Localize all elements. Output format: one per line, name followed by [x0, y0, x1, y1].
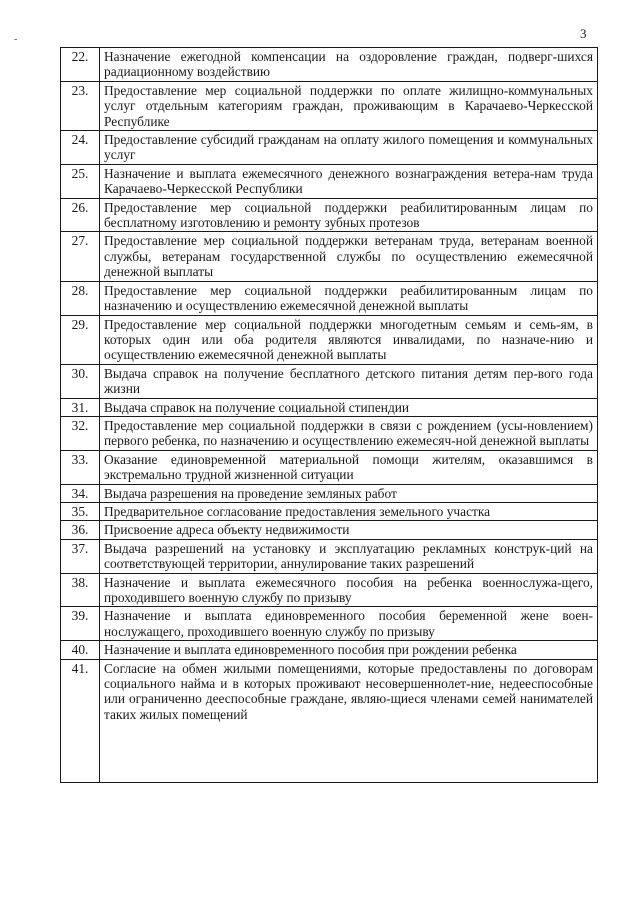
row-text: Предварительное согласование предоставления земельного участка — [100, 502, 598, 520]
row-text: Выдача справок на получение бесплатного детского питания детям пер-вого года жизни — [100, 364, 598, 398]
row-number: 31. — [61, 398, 100, 416]
services-table — [60, 47, 598, 783]
row-text: Предоставление мер социальной поддержки многодетным семьям и семь-ям, в которых один или оба родителя являются инвалидами, по назначе-нию и осуществлению ежемесячной денежной выплаты — [100, 315, 598, 364]
row-text: Присвоение адреса объекту недвижимости — [100, 521, 598, 539]
row-number: 23. — [61, 81, 100, 130]
row-text: Назначение и выплата единовременного пособия при рождении ребенка — [100, 641, 598, 659]
row-text: Предоставление мер социальной поддержки в связи с рождением (усы-новлением) первого ребенка, по назначению и осуществлению ежемесяч-ной денежной выплаты — [100, 416, 598, 450]
row-number: 33. — [61, 450, 100, 484]
row-text: Назначение и выплата ежемесячного денежного вознаграждения ветера-нам труда Карачаево-Черкесской Республики — [100, 164, 598, 198]
row-number: 35. — [61, 502, 100, 520]
row-number: 27. — [61, 232, 100, 281]
row-number: 30. — [61, 364, 100, 398]
row-number: 34. — [61, 484, 100, 502]
table-row — [61, 502, 598, 520]
row-text: Назначение и выплата ежемесячного пособия на ребенка военнослужа-щего, проходившего военную службу по призыву — [100, 573, 598, 607]
row-number: 32. — [61, 416, 100, 450]
row-text: Предоставление мер социальной поддержки по оплате жилищно-коммунальных услуг отдельным категориям граждан, проживающим в Карачаево-Черкесской Республике — [100, 81, 598, 130]
table-row — [61, 232, 598, 281]
table-row — [61, 198, 598, 232]
row-number: 41. — [61, 659, 100, 782]
row-text: Выдача разрешения на проведение земляных работ — [100, 484, 598, 502]
table-row — [61, 164, 598, 198]
table-row — [61, 281, 598, 315]
table-row — [61, 416, 598, 450]
row-number: 26. — [61, 198, 100, 232]
row-text: Назначение ежегодной компенсации на оздоровление граждан, подверг-шихся радиационному воздействию — [100, 48, 598, 82]
table-row — [61, 48, 598, 82]
table-row — [61, 398, 598, 416]
row-number: 24. — [61, 131, 100, 165]
table-row — [61, 484, 598, 502]
table-row — [61, 364, 598, 398]
corner-mark: - — [14, 34, 18, 45]
row-number: 36. — [61, 521, 100, 539]
row-text: Согласие на обмен жилыми помещениями, которые предоставлены по договорам социального найма и в которых проживают несовершеннолет-ние, недееспособные или ограниченно дееспособные граждане, являю-щиеся членами семей нанимателей таких жилых помещений — [100, 659, 598, 782]
row-number: 39. — [61, 607, 100, 641]
row-number: 37. — [61, 539, 100, 573]
table-row — [61, 315, 598, 364]
table-row — [61, 607, 598, 641]
row-text: Предоставление субсидий гражданам на оплату жилого помещения и коммунальных услуг — [100, 131, 598, 165]
row-text: Предоставление мер социальной поддержки реабилитированным лицам по бесплатному изготовлению и ремонту зубных протезов — [100, 198, 598, 232]
row-text: Оказание единовременной материальной помощи жителям, оказавшимся в экстремально трудной жизненной ситуации — [100, 450, 598, 484]
row-number: 22. — [61, 48, 100, 82]
table-row — [61, 521, 598, 539]
table-row — [61, 131, 598, 165]
row-text: Предоставление мер социальной поддержки реабилитированным лицам по назначению и осуществлению ежемесячной денежной выплаты — [100, 281, 598, 315]
row-text: Выдача справок на получение социальной стипендии — [100, 398, 598, 416]
table-row — [61, 81, 598, 130]
table-row — [61, 573, 598, 607]
row-number: 38. — [61, 573, 100, 607]
page-number: 3 — [580, 26, 587, 41]
table-row — [61, 450, 598, 484]
row-number: 29. — [61, 315, 100, 364]
row-text: Выдача разрешений на установку и эксплуатацию рекламных конструк-ций на соответствующей территории, аннулирование таких разрешений — [100, 539, 598, 573]
row-text: Назначение и выплата единовременного пособия беременной жене воен-нослужащего, проходившего военную службу по призыву — [100, 607, 598, 641]
table-row — [61, 641, 598, 659]
row-number: 40. — [61, 641, 100, 659]
table-row — [61, 659, 598, 782]
row-text: Предоставление мер социальной поддержки ветеранам труда, ветеранам военной службы, ветеранам государственной службы по осуществлению ежемесячной денежной выплаты — [100, 232, 598, 281]
row-number: 28. — [61, 281, 100, 315]
row-number: 25. — [61, 164, 100, 198]
table-row — [61, 539, 598, 573]
